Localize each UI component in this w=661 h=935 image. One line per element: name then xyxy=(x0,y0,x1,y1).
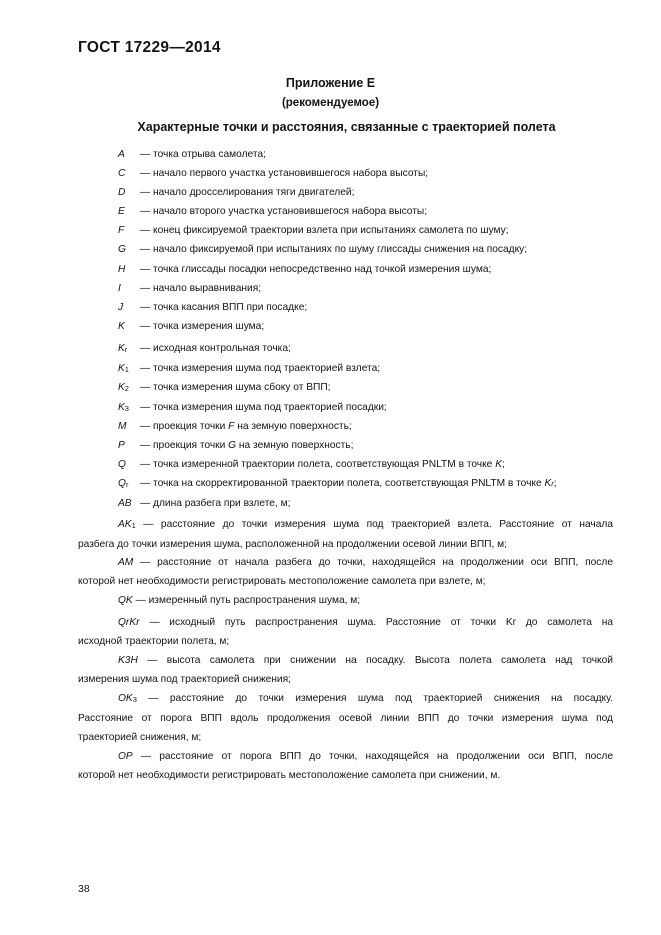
term-symbol: K1 xyxy=(118,363,129,374)
definition-paragraph xyxy=(78,553,613,591)
term-definition: — точка отрыва самолета; xyxy=(140,149,266,160)
document-code: ГОСТ 17229—2014 xyxy=(78,39,221,56)
term-symbol: F xyxy=(118,225,125,236)
term-symbol: A xyxy=(118,149,125,160)
term-definition: — точка касания ВПП при посадке; xyxy=(140,302,308,313)
definition-paragraph xyxy=(78,515,613,554)
term-definition: — начало дросселирования тяги двигателей; xyxy=(140,187,355,198)
definition-paragraph xyxy=(78,747,613,785)
paragraph-line: исходной траектории полета, м; xyxy=(78,636,230,647)
paragraph-line: Расстояние от порога ВПП вдоль продолжения осевой линии ВПП до точки измерения шума под xyxy=(78,713,613,724)
definition-paragraph xyxy=(78,613,613,651)
term-symbol: H xyxy=(118,264,126,275)
paragraph-line: QrKr — исходный путь распространения шума. Расстояние от точки Kr до самолета на xyxy=(118,617,613,628)
term-definition: — точка на скорректированной траектории полета, соответствующая PNLTM в точке Kr; xyxy=(140,478,557,489)
definition-paragraph xyxy=(78,651,613,689)
term-symbol: K3H xyxy=(118,655,138,666)
term-definition: — проекция точки F на земную поверхность; xyxy=(140,421,352,432)
term-definition: — точка измерения шума под траекторией взлета; xyxy=(140,363,381,374)
paragraph-line: K3H — высота самолета при снижении на посадку. Высота полета самолета над точкой xyxy=(118,655,613,666)
term-symbol: K2 xyxy=(118,382,129,393)
paragraph-line: AM — расстояние от начала разбега до точки, находящейся на продолжении оси ВПП, после xyxy=(118,557,613,568)
term-symbol: C xyxy=(118,168,126,179)
paragraph-line: которой нет необходимости регистрировать местоположение самолета при взлете, м; xyxy=(78,576,486,587)
annex-status: (рекомендуемое) xyxy=(281,97,380,109)
definition-paragraph xyxy=(78,591,613,610)
term-symbol: K3 xyxy=(118,402,129,413)
definition-paragraph xyxy=(78,689,613,747)
term-symbol: Kr xyxy=(118,343,128,354)
term-symbol: P xyxy=(118,440,125,451)
term-definition: — начало фиксируемой при испытаниях по шуму глиссады снижения на посадку; xyxy=(140,244,528,255)
term-definition: — исходная контрольная точка; xyxy=(140,343,291,354)
term-definition: — точка измерения шума под траекторией посадки; xyxy=(140,402,387,413)
term-symbol: OK3 xyxy=(118,693,137,704)
term-symbol: E xyxy=(118,206,125,217)
term-definition: — начало второго участка установившегося набора высоты; xyxy=(140,206,428,217)
term-symbol: Qr xyxy=(118,478,129,489)
paragraph-line: OP — расстояние от порога ВПП до точки, находящейся на продолжении оси ВПП, после xyxy=(118,751,613,762)
paragraph-line: траекторией снижения, м; xyxy=(78,732,202,743)
paragraph-line: измерения шума под траекторией снижения; xyxy=(78,674,291,685)
term-symbol: QK xyxy=(118,595,133,606)
term-symbol: I xyxy=(118,283,121,294)
term-symbol: D xyxy=(118,187,126,198)
term-definition: — точка измерения шума; xyxy=(140,321,265,332)
term-symbol: G xyxy=(118,244,126,255)
paragraph-line: которой нет необходимости регистрировать местоположение самолета при снижении, м. xyxy=(78,770,501,781)
page-number: 38 xyxy=(78,883,90,895)
term-symbol: AK1 xyxy=(118,519,136,530)
paragraph-line: AK1 — расстояние до точки измерения шума под траекторией взлета. Расстояние от начала xyxy=(118,519,613,530)
term-definition: — начало выравнивания; xyxy=(140,283,262,294)
term-symbol: K xyxy=(118,321,125,332)
term-symbol: AM xyxy=(118,557,134,568)
term-symbol: J xyxy=(118,302,124,313)
term-symbol: QrKr xyxy=(118,617,140,628)
term-definition: — точка измерения шума сбоку от ВПП; xyxy=(140,382,331,393)
term-definition: — начало первого участка установившегося набора высоты; xyxy=(140,168,429,179)
term-symbol: Q xyxy=(118,459,126,470)
paragraph-line: OK3 — расстояние до точки измерения шума под траекторией снижения на посадку. xyxy=(118,693,613,704)
annex-title: Приложение Е xyxy=(285,76,376,90)
term-definition: — длина разбега при взлете, м; xyxy=(140,498,291,509)
term-definition: — конец фиксируемой траектории взлета при испытаниях самолета по шуму; xyxy=(140,225,509,236)
term-symbol: AB xyxy=(118,498,132,509)
annex-heading: Характерные точки и расстояния, связанные с траекторией полета xyxy=(137,120,556,134)
term-symbol: M xyxy=(118,421,127,432)
term-definition: — проекция точки G на земную поверхность; xyxy=(140,440,354,451)
term-definition: — точка измеренной траектории полета, соответствующая PNLTM в точке K; xyxy=(140,459,505,470)
term-symbol: OP xyxy=(118,751,133,762)
term-definition: — точка глиссады посадки непосредственно над точкой измерения шума; xyxy=(140,264,492,275)
paragraph-line: разбега до точки измерения шума, расположенной на продолжении осевой линии ВПП, м; xyxy=(78,539,508,550)
paragraph-line: QK — измеренный путь распространения шума, м; xyxy=(118,595,361,606)
